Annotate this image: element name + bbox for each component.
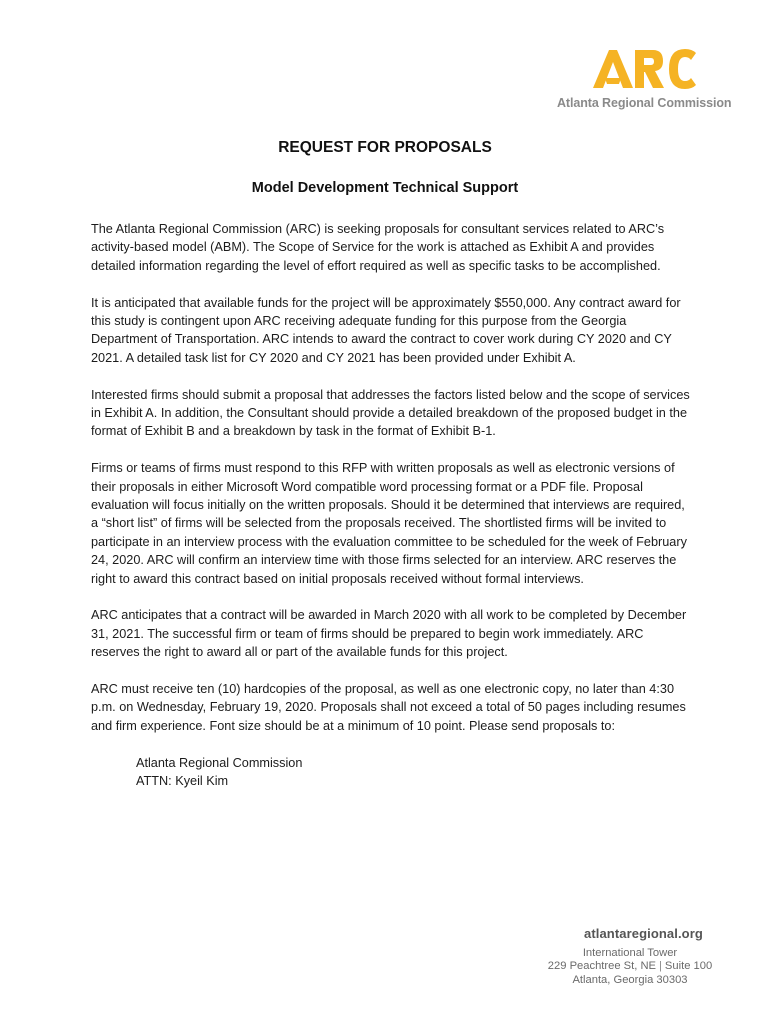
logo-caption: Atlanta Regional Commission — [557, 96, 732, 110]
footer-building: International Tower — [582, 947, 678, 959]
footer-street-line — [540, 960, 720, 973]
document-title: REQUEST FOR PROPOSALS — [278, 139, 492, 156]
document-subtitle: Model Development Technical Support — [251, 180, 519, 196]
footer-street: 229 Peachtree St, NE — [547, 960, 657, 973]
paragraph-evaluation: Firms or teams of firms must respond to this RFP with written proposals as well as electronic versions of their proposals in either Microsoft Word compatible word processing format or a PDF file. Proposal evaluation will focus initially on the written proposals. Should it be determined that interviews are required, a “short list” of firms will be selected from the proposals received. The shortlisted firms will be invited to participate in an interview process with the evaluation committee to be scheduled for the week of February 24, 2020. ARC will confirm an interview time with those firms selected for an interview. ARC reserves the right to award this contract based on initial proposals received without formal interviews. — [91, 461, 687, 586]
footer-suite: Suite 100 — [664, 960, 713, 973]
paragraph-submission: Interested firms should submit a proposal that addresses the factors listed below and the scope of services in Exhibit A. In addition, the Consultant should provide a detailed breakdown of the proposed budget in the format of Exhibit B and a breakdown by task in the format of Exhibit B-1. — [91, 387, 690, 439]
footer-address — [540, 947, 720, 987]
address-line: ATTN: Kyeil Kim — [136, 774, 229, 789]
arc-logo-mark — [545, 40, 735, 92]
paragraph-deadline: ARC must receive ten (10) hardcopies of the proposal, as well as one electronic copy, no later than 4:30 p.m. on Wednesday, February 19, 2020. Proposals shall not exceed a total of 50 pages including resumes and firm experience. Font size should be at a minimum of 10 point. Please send proposals to: — [91, 682, 686, 733]
footer-contact — [540, 926, 720, 987]
address-line: Atlanta Regional Commission — [136, 755, 303, 770]
paragraph-funding: It is anticipated that available funds for the project will be approximately $550,000. Any contract award for this study is contingent upon ARC receiving adequate funding for this purpose from the Georgia Department of Transportation. ARC intends to award the contract to cover work during CY 2020 and CY 2021. A detailed task list for CY 2020 and CY 2021 has been provided under Exhibit A. — [91, 295, 681, 365]
mailing-address — [91, 754, 691, 791]
paragraph-schedule: ARC anticipates that a contract will be awarded in March 2020 with all work to be completed by December 31, 2021. The successful firm or team of firms should be prepared to begin work immediately. ARC reserves the right to award all or part of the available funds for this project. — [91, 608, 687, 660]
website-link[interactable]: atlantaregional.org — [584, 926, 703, 941]
paragraph-intro: The Atlanta Regional Commission (ARC) is seeking proposals for consultant services related to ARC’s activity-based model (ABM). The Scope of Service for the work is attached as Exhibit A and provides detailed information regarding the level of effort required as well as specific tasks to be accomplished. — [91, 222, 665, 273]
document-body — [91, 220, 691, 791]
footer-city: Atlanta, Georgia 30303 — [572, 973, 688, 986]
separator: | — [659, 960, 662, 973]
